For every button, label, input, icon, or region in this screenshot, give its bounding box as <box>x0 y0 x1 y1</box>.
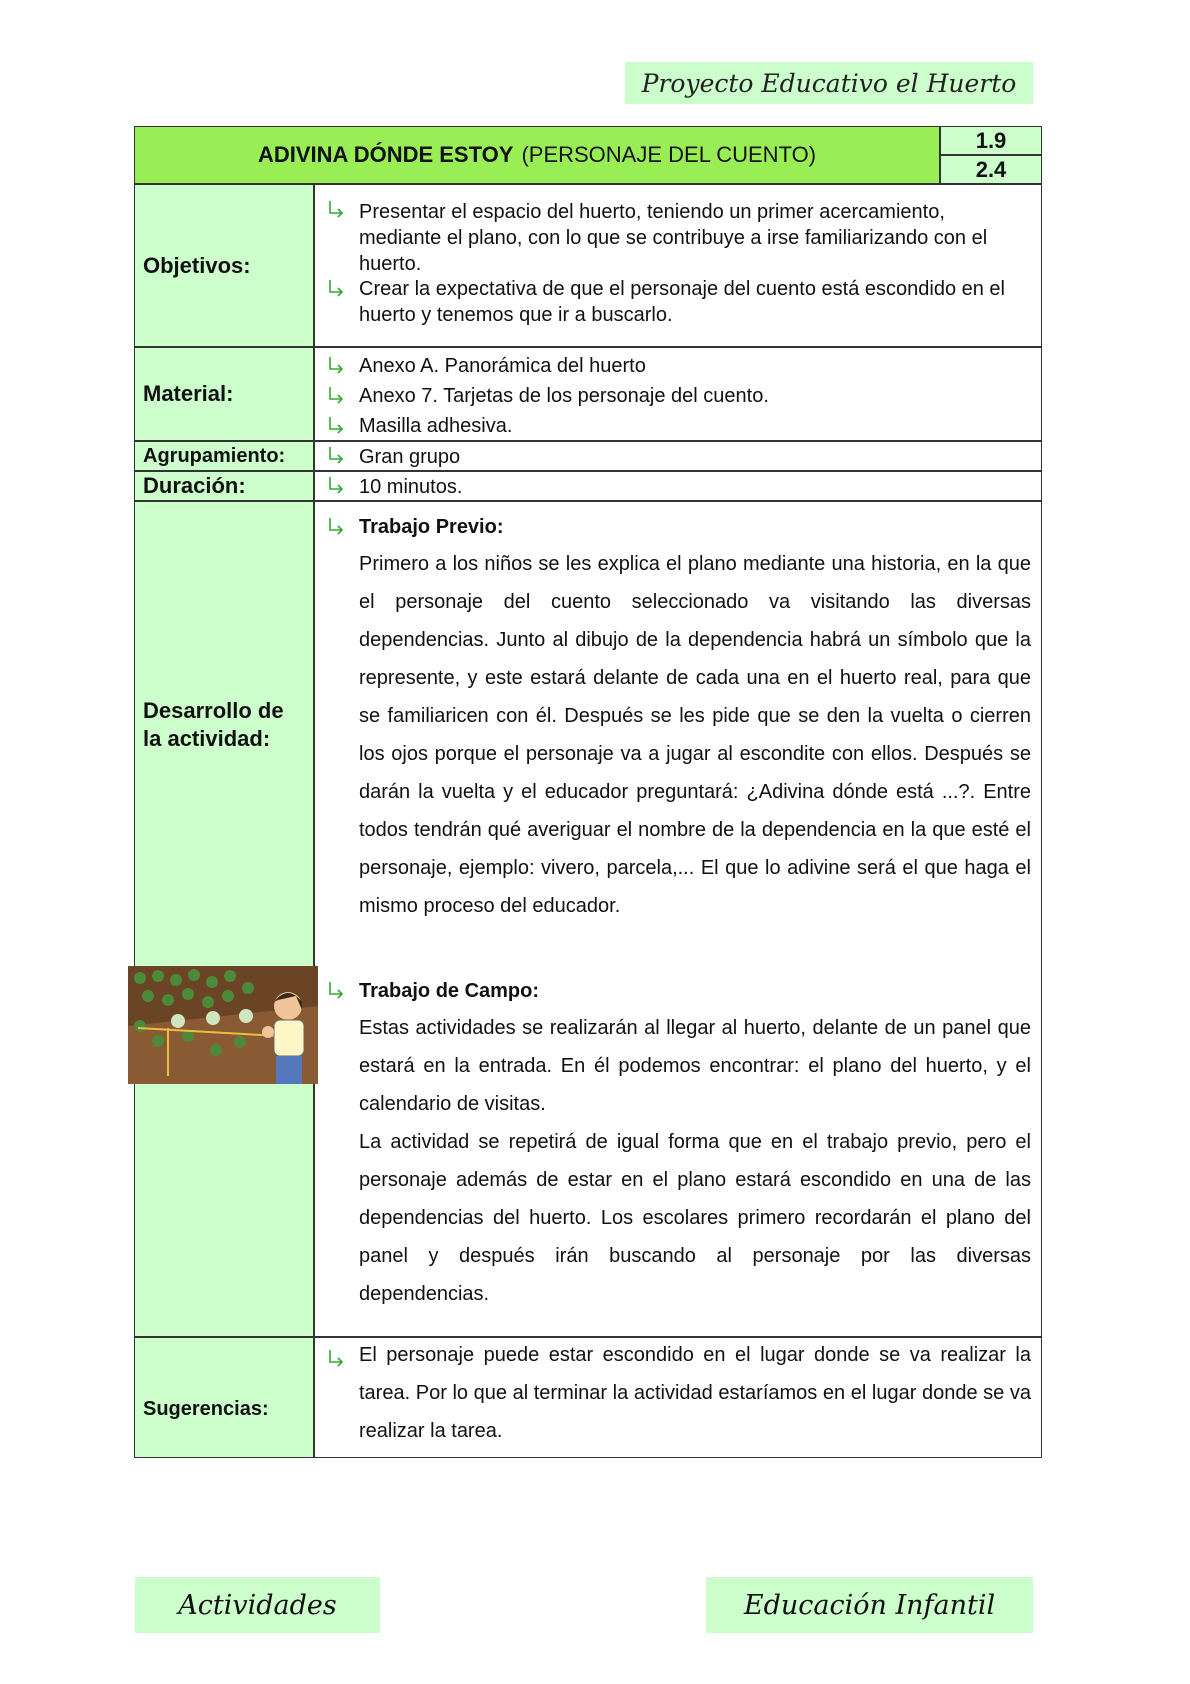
activity-title <box>134 126 940 184</box>
desarrollo-cell <box>314 501 1042 1337</box>
activity-code-2: 2.4 <box>940 155 1042 184</box>
label-sugerencias-text: Sugerencias: <box>143 1398 269 1420</box>
activity-title-subtitle: (PERSONAJE DEL CUENTO) <box>521 142 817 167</box>
green-arrow-bullet-icon <box>325 278 347 300</box>
label-desarrollo-cell <box>134 501 314 1337</box>
agrupamiento-cell <box>314 441 1042 471</box>
green-arrow-bullet-icon <box>325 516 347 538</box>
duracion-cell <box>314 471 1042 501</box>
trabajo-previo-title: Trabajo Previo: <box>359 516 504 538</box>
activity-sheet <box>134 126 1042 1458</box>
green-arrow-bullet-icon <box>325 415 347 437</box>
label-duracion: Duración: <box>134 471 314 501</box>
label-material: Material: <box>134 347 314 441</box>
objetivo-item: Presentar el espacio del huerto, teniendo un primer acercamiento, mediante el plano, con lo que se contribuye a irse familiarizando con el huerto. <box>359 201 988 275</box>
material-cell <box>314 347 1042 441</box>
label-sugerencias <box>134 1337 314 1458</box>
green-arrow-bullet-icon <box>325 1348 347 1370</box>
sugerencias-text: El personaje puede estar escondido en el lugar donde se va realizar la tarea. Por lo que al terminar la actividad estaríamos en el lugar donde se va realizar la tarea. <box>359 1344 1031 1442</box>
label-objetivos: Objetivos: <box>134 184 314 347</box>
footer-actividades: Actividades <box>135 1577 380 1633</box>
agrupamiento-value: Gran grupo <box>359 446 461 468</box>
green-arrow-bullet-icon <box>325 385 347 407</box>
trabajo-campo-text-1: Estas actividades se realizarán al llegar al huerto, delante de un panel que estará en la entrada. En él podemos encontrar: el plano del huerto, y el calendario de visitas. <box>359 1017 1031 1115</box>
green-arrow-bullet-icon <box>325 475 347 497</box>
duracion-value: 10 minutos. <box>359 476 463 498</box>
sugerencias-cell <box>314 1337 1042 1458</box>
label-agrupamiento: Agrupamiento: <box>134 441 314 471</box>
green-arrow-bullet-icon <box>325 980 347 1002</box>
footer-educacion-infantil: Educación Infantil <box>706 1577 1033 1633</box>
activity-code-1: 1.9 <box>940 126 1042 155</box>
green-arrow-bullet-icon <box>325 355 347 377</box>
activity-title-bold: ADIVINA DÓNDE ESTOY <box>257 142 514 167</box>
material-item: Anexo 7. Tarjetas de los personaje del cuento. <box>359 385 769 407</box>
objetivos-cell <box>314 184 1042 347</box>
green-arrow-bullet-icon <box>325 199 347 221</box>
material-item: Masilla adhesiva. <box>359 415 513 437</box>
trabajo-campo-title: Trabajo de Campo: <box>359 980 540 1002</box>
material-item: Anexo A. Panorámica del huerto <box>359 355 646 377</box>
label-desarrollo: Desarrollo de la actividad: <box>143 698 284 751</box>
objetivo-item: Crear la expectativa de que el personaje del cuento está escondido en el huerto y tenemos que ir a buscarlo. <box>359 278 1005 326</box>
trabajo-campo-text-2: La actividad se repetirá de igual forma que en el trabajo previo, pero el personaje además de estar en el plano estará escondido en una de las dependencias del huerto. Los escolares primero recordarán el plano del panel y después irán buscando al personaje por las diversas dependencias. <box>359 1131 1031 1305</box>
garden-child-illustration <box>128 966 318 1084</box>
project-header: Proyecto Educativo el Huerto <box>625 62 1033 104</box>
trabajo-previo-text: Primero a los niños se les explica el plano mediante una historia, en la que el personaje del cuento seleccionado va visitando las diversas dependencias. Junto al dibujo de la dependencia habrá un símbolo que la represente, y este estará delante de cada una en el huerto real, para que se familiaricen con él. Después se les pide que se den la vuelta o cierren los ojos porque el personaje va a jugar al escondite con ellos. Después se darán la vuelta y el educador preguntará: ¿Adivina dónde está ...?. Entre todos tendrán qué averiguar el nombre de la dependencia en la que esté el personaje, ejemplo: vivero, parcela,... El que lo adivine será el que haga el mismo proceso del educador. <box>359 553 1031 917</box>
green-arrow-bullet-icon <box>325 445 347 467</box>
